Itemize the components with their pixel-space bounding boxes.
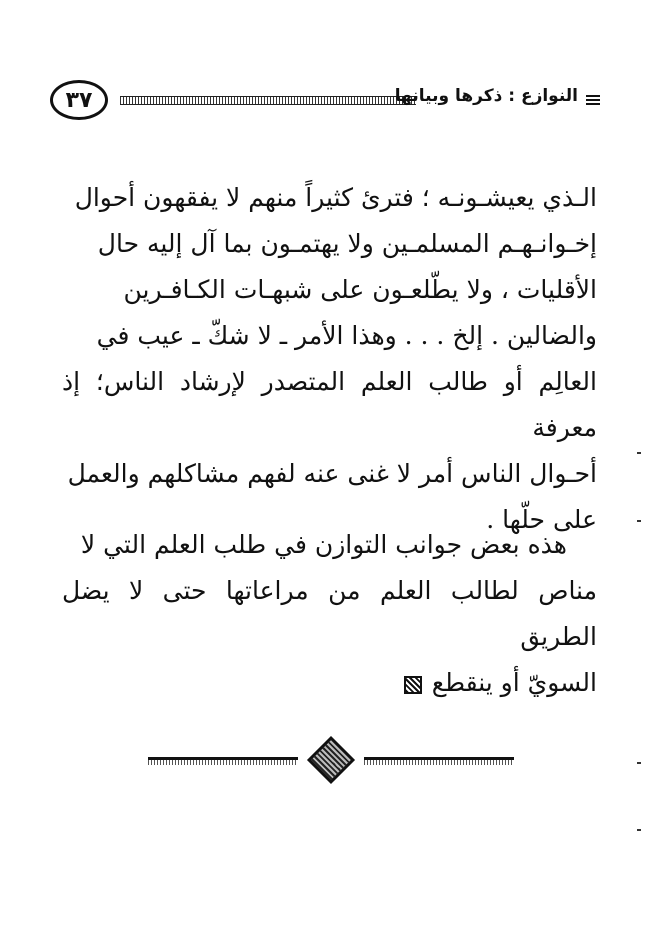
margin-mark (637, 452, 641, 454)
page-number: ٣٧ (50, 80, 108, 120)
header-ornament-icon (586, 95, 600, 105)
text-line: السويّ أو ينقطع (431, 668, 597, 697)
text-line: والضالين . إلخ . . . وهذا الأمر ـ لا شكّ ـ عيب في (96, 321, 597, 350)
text-line: الـذي يعيشـونـه ؛ فترئ كثيراً منهم لا يفقهون أحوال (74, 183, 597, 212)
margin-mark (637, 762, 641, 764)
section-end-icon (404, 676, 422, 694)
margin-mark (637, 829, 641, 831)
divider-ornament (148, 733, 514, 787)
paragraph-1 (62, 175, 597, 543)
header-rule (120, 96, 416, 105)
text-line: هذه بعض جوانب التوازن في طلب العلم التي لا (80, 530, 567, 559)
text-line: مناص لطالب العلم من مراعاتها حتى لا يضل الطريق (62, 576, 597, 651)
text-line: إخـوانـهـم المسلمـين ولا يهتمـون بما آل إليه حال (97, 229, 597, 258)
text-line: على حلّها . (486, 505, 597, 534)
text-line: العالِم أو طالب العلم المتصدر لإرشاد الناس؛ إذ معرفة (62, 367, 597, 442)
margin-mark (637, 520, 641, 522)
diamond-icon (307, 736, 355, 784)
running-title: النوازع : ذكرها وبيانها (394, 86, 578, 106)
ornament-line-right (364, 757, 514, 765)
text-line: الأقليات ، ولا يطّلعـون على شبهـات الكـافـرين (123, 275, 597, 304)
page-header (50, 80, 600, 126)
text-line: أحـوال الناس أمر لا غنى عنه لفهم مشاكلهم والعمل (67, 459, 597, 488)
paragraph-2 (62, 522, 597, 706)
ornament-line-left (148, 757, 298, 765)
